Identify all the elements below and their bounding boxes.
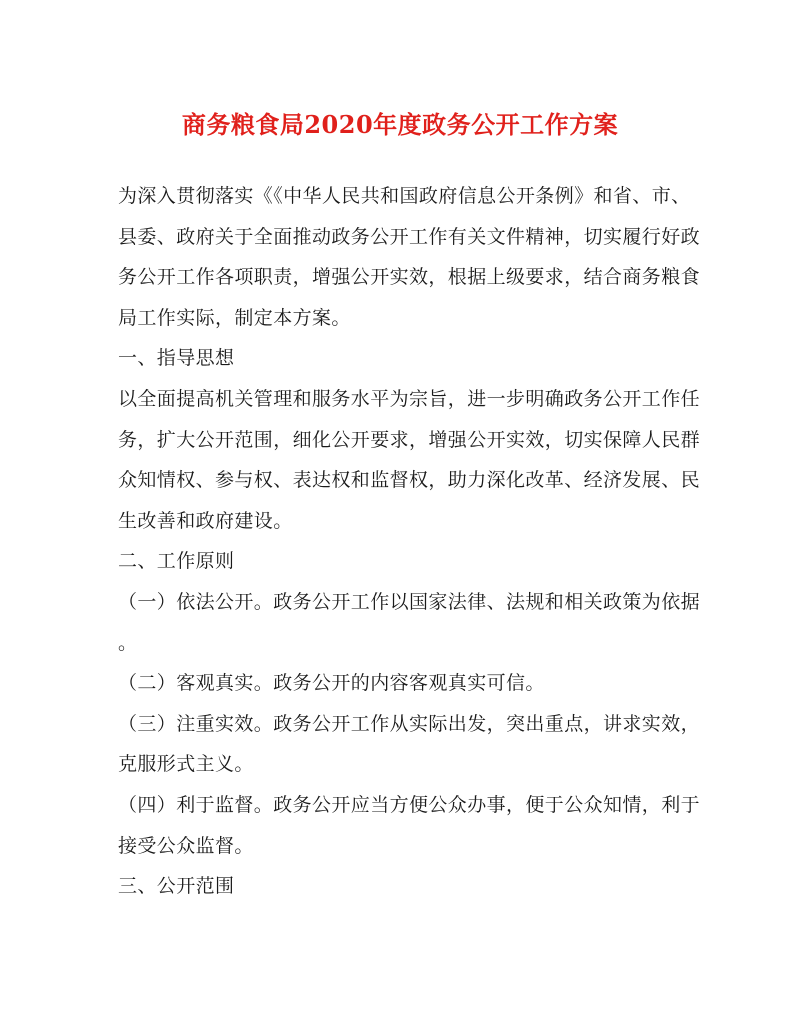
body-line: 以全面提高机关管理和服务水平为宗旨，进一步明确政务公开工作任 <box>118 387 701 410</box>
body-line: 生改善和政府建设。 <box>118 509 293 532</box>
principle-item: （一）依法公开。政务公开工作以国家法律、法规和相关政策为依据 <box>118 590 701 613</box>
principle-item: （四）利于监督。政务公开应当方便公众办事，便于公众知情，利于 <box>118 793 701 816</box>
body-line: 务公开工作各项职责，增强公开实效，根据上级要求，结合商务粮食 <box>118 266 701 289</box>
document-body <box>118 176 701 907</box>
principle-item: （三）注重实效。政务公开工作从实际出发，突出重点，讲求实效， <box>118 712 701 735</box>
body-line: 县委、政府关于全面推动政务公开工作有关文件精神，切实履行好政 <box>118 225 701 248</box>
body-line: 局工作实际，制定本方案。 <box>118 306 351 329</box>
body-line: 为深入贯彻落实《《中华人民共和国政府信息公开条例》和省、市、 <box>118 185 691 207</box>
section-heading-work-principles: 二、工作原则 <box>118 550 235 573</box>
section-heading-guiding-thought: 一、指导思想 <box>118 347 235 370</box>
section-heading-disclosure-scope: 三、公开范围 <box>118 875 235 898</box>
body-line: 众知情权、参与权、表达权和监督权，助力深化改革、经济发展、民 <box>118 469 701 492</box>
body-line: 接受公众监督。 <box>118 834 254 857</box>
body-line: 。 <box>118 631 138 654</box>
principle-item: （二）客观真实。政务公开的内容客观真实可信。 <box>118 672 545 695</box>
body-line: 克服形式主义。 <box>118 753 254 776</box>
body-line: 务，扩大公开范围，细化公开要求，增强公开实效，切实保障人民群 <box>118 428 701 451</box>
document-title: 商务粮食局2020年度政务公开工作方案 <box>181 110 619 139</box>
